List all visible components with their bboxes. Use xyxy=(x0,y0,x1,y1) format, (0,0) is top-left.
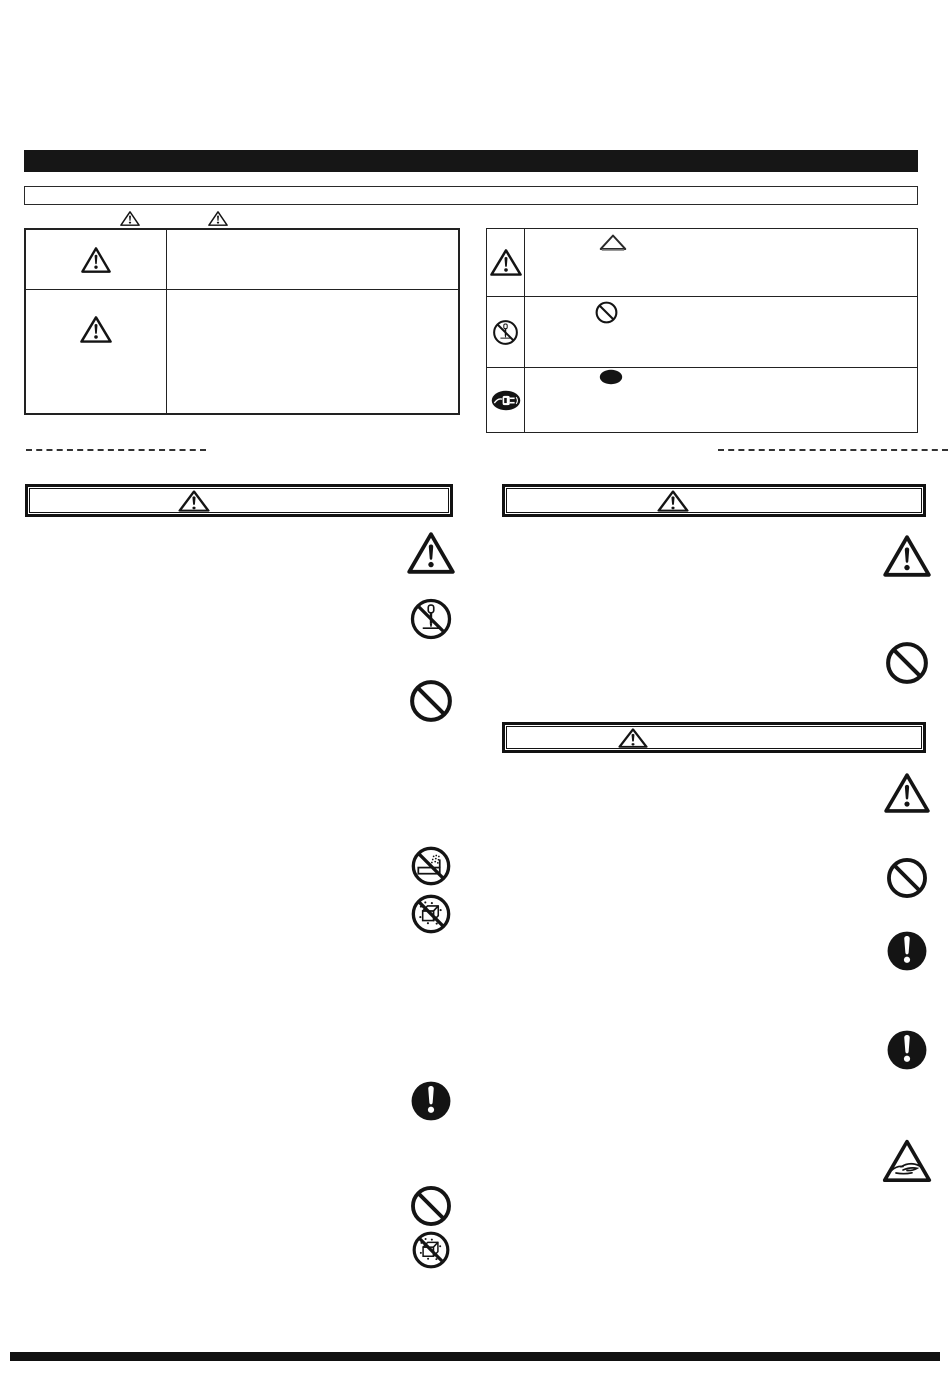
no-disassemble-icon xyxy=(409,597,453,641)
bottom-rule xyxy=(10,1352,940,1361)
triangle-outline-icon xyxy=(599,234,627,251)
warning-header-left-inner xyxy=(29,488,449,513)
caution-header-right xyxy=(502,722,926,753)
prohibition-icon xyxy=(886,857,928,899)
table-symbol-cell xyxy=(487,229,525,297)
warning-header-right-inner xyxy=(506,488,922,513)
table-description-cell xyxy=(525,297,917,368)
prohibition-icon xyxy=(409,679,453,723)
no-shower-icon xyxy=(410,845,452,887)
no-disassemble-icon xyxy=(492,319,519,346)
page-title-bar xyxy=(24,150,918,172)
warning-triangle-icon xyxy=(120,211,140,226)
mandatory-action-icon xyxy=(885,1028,929,1072)
no-rain-icon xyxy=(410,893,452,935)
prohibition-icon xyxy=(410,1185,452,1227)
pinch-warning-icon xyxy=(882,1139,932,1183)
warning-triangle-icon xyxy=(208,211,228,226)
warning-triangle-icon xyxy=(884,773,930,813)
warning-header-left xyxy=(25,484,453,517)
table-description-cell xyxy=(167,290,458,413)
mandatory-action-icon xyxy=(409,1079,453,1123)
unplug-icon xyxy=(491,390,521,411)
warning-triangle-icon xyxy=(657,490,689,512)
table-symbol-cell xyxy=(26,230,167,290)
warning-triangle-icon xyxy=(80,316,112,343)
symbols-table xyxy=(486,228,918,433)
mandatory-action-icon xyxy=(885,929,929,973)
table-symbol-cell xyxy=(487,368,525,432)
prohibition-icon xyxy=(885,641,929,685)
warning-triangle-icon xyxy=(883,535,931,577)
alert-triangle-icon xyxy=(490,249,522,276)
cut-line-left xyxy=(26,449,206,451)
notice-box xyxy=(24,186,918,205)
filled-dot-icon xyxy=(599,369,623,385)
table-description-cell xyxy=(525,229,917,297)
warning-header-right xyxy=(502,484,926,517)
cut-line-right xyxy=(718,449,948,451)
warning-triangle-icon xyxy=(178,490,210,512)
no-rain-icon xyxy=(411,1230,451,1270)
table-description-cell xyxy=(525,368,917,432)
caution-header-right-inner xyxy=(506,726,922,749)
table-symbol-cell xyxy=(26,290,167,413)
definitions-table xyxy=(24,228,460,415)
prohibition-icon xyxy=(595,301,618,324)
warning-triangle-icon xyxy=(618,728,648,748)
table-description-cell xyxy=(167,230,458,290)
warning-triangle-icon xyxy=(407,532,455,574)
warning-triangle-icon xyxy=(81,247,111,273)
table-symbol-cell xyxy=(487,297,525,368)
